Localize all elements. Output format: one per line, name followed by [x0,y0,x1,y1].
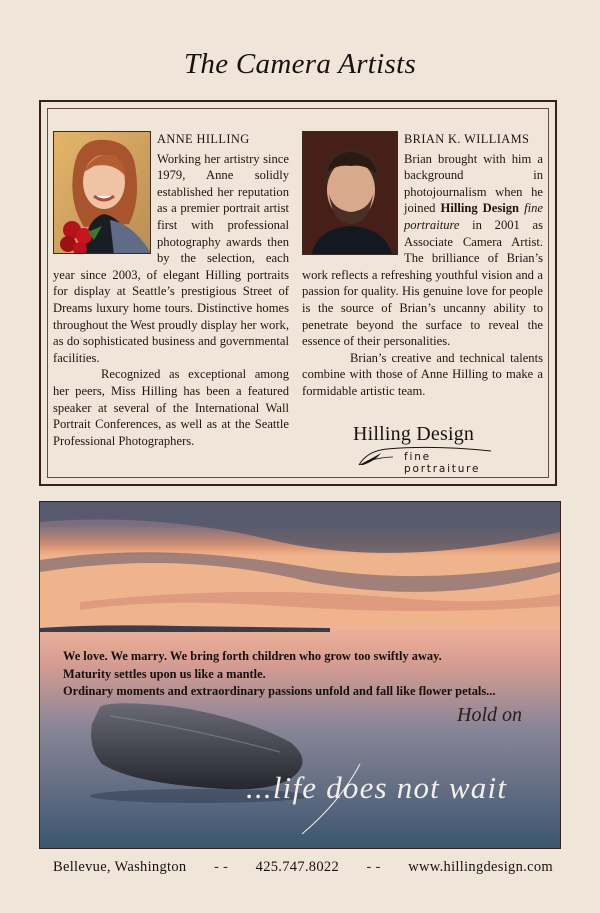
brian-bio-text-end: in 2001 as Associate Camera Artist. The brilliance of Brian’s work reflects a refreshing youthful vision and a passion for quality. His genuine love for people is the source of Brian’s uncanny ability to penetrate beyond the surface to reveal the essence of their personalities. [302,217,543,349]
footer-separator-1: - - [213,859,229,875]
logo-sub-text: fine portraiture [404,451,481,475]
footer-separator-2: - - [366,859,381,875]
brand-sub-inline: fine portraiture [404,201,543,232]
brian-bio-column [302,131,543,400]
anne-name-heading: ANNE HILLING [157,132,250,146]
brian-bio-text-start: Brian brought with him a background in photojournalism when he joined [404,151,543,216]
anne-portrait-photo [53,131,151,254]
poem-text-block [63,648,543,701]
bio-panel [39,100,557,486]
footer-phone[interactable]: 425.747.8022 [255,859,340,875]
page-title: The Camera Artists [183,48,417,80]
anne-bio-paragraph-2: Recognized as exceptional among her peers, Miss Hilling has been a featured speaker at several of the International Wall Portrait Conferences, as well as at the Seattle Professional Photographers. [53,367,289,448]
hold-on-script-text: Hold on [457,704,522,726]
poem-line-1: We love. We marry. We bring forth children who grow too swiftly away. [63,649,442,663]
anne-bio-column [53,131,289,449]
brand-name-inline: Hilling Design [440,201,520,216]
footer-website-link[interactable]: www.hillingdesign.com [408,859,553,875]
logo-main-text: Hilling Design [353,423,475,445]
poem-line-3: Ordinary moments and extraordinary passions unfold and fall like flower petals... [63,684,496,698]
brian-name-heading: BRIAN K. WILLIAMS [404,132,530,146]
hilling-design-logo [348,423,508,473]
brian-portrait-photo [302,131,398,255]
brian-bio-paragraph-2: Brian’s creative and technical talents combine with those of Anne Hilling to make a formidable artistic team. [302,350,543,398]
footer-city: Bellevue, Washington [53,859,187,875]
anne-bio-paragraph-1: Working her artistry since 1979, Anne solidly established her reputation as a premier portrait artist first with professional photography awards then by the selection, each year since 2003, of elegant Hilling portraits for display at Seattle’s prestigious Street of Dreams luxury home tours. Distinctive homes throughout the West proudly display her work, as do sophisticated business and governmental facilities. [53,151,289,365]
life-does-not-wait-text: ...life does not wait [246,770,508,805]
bio-panel-inner-border [47,108,549,478]
sunset-photo-panel [39,501,561,849]
poem-line-2: Maturity settles upon us like a mantle. [63,666,266,681]
contact-footer [53,859,553,876]
